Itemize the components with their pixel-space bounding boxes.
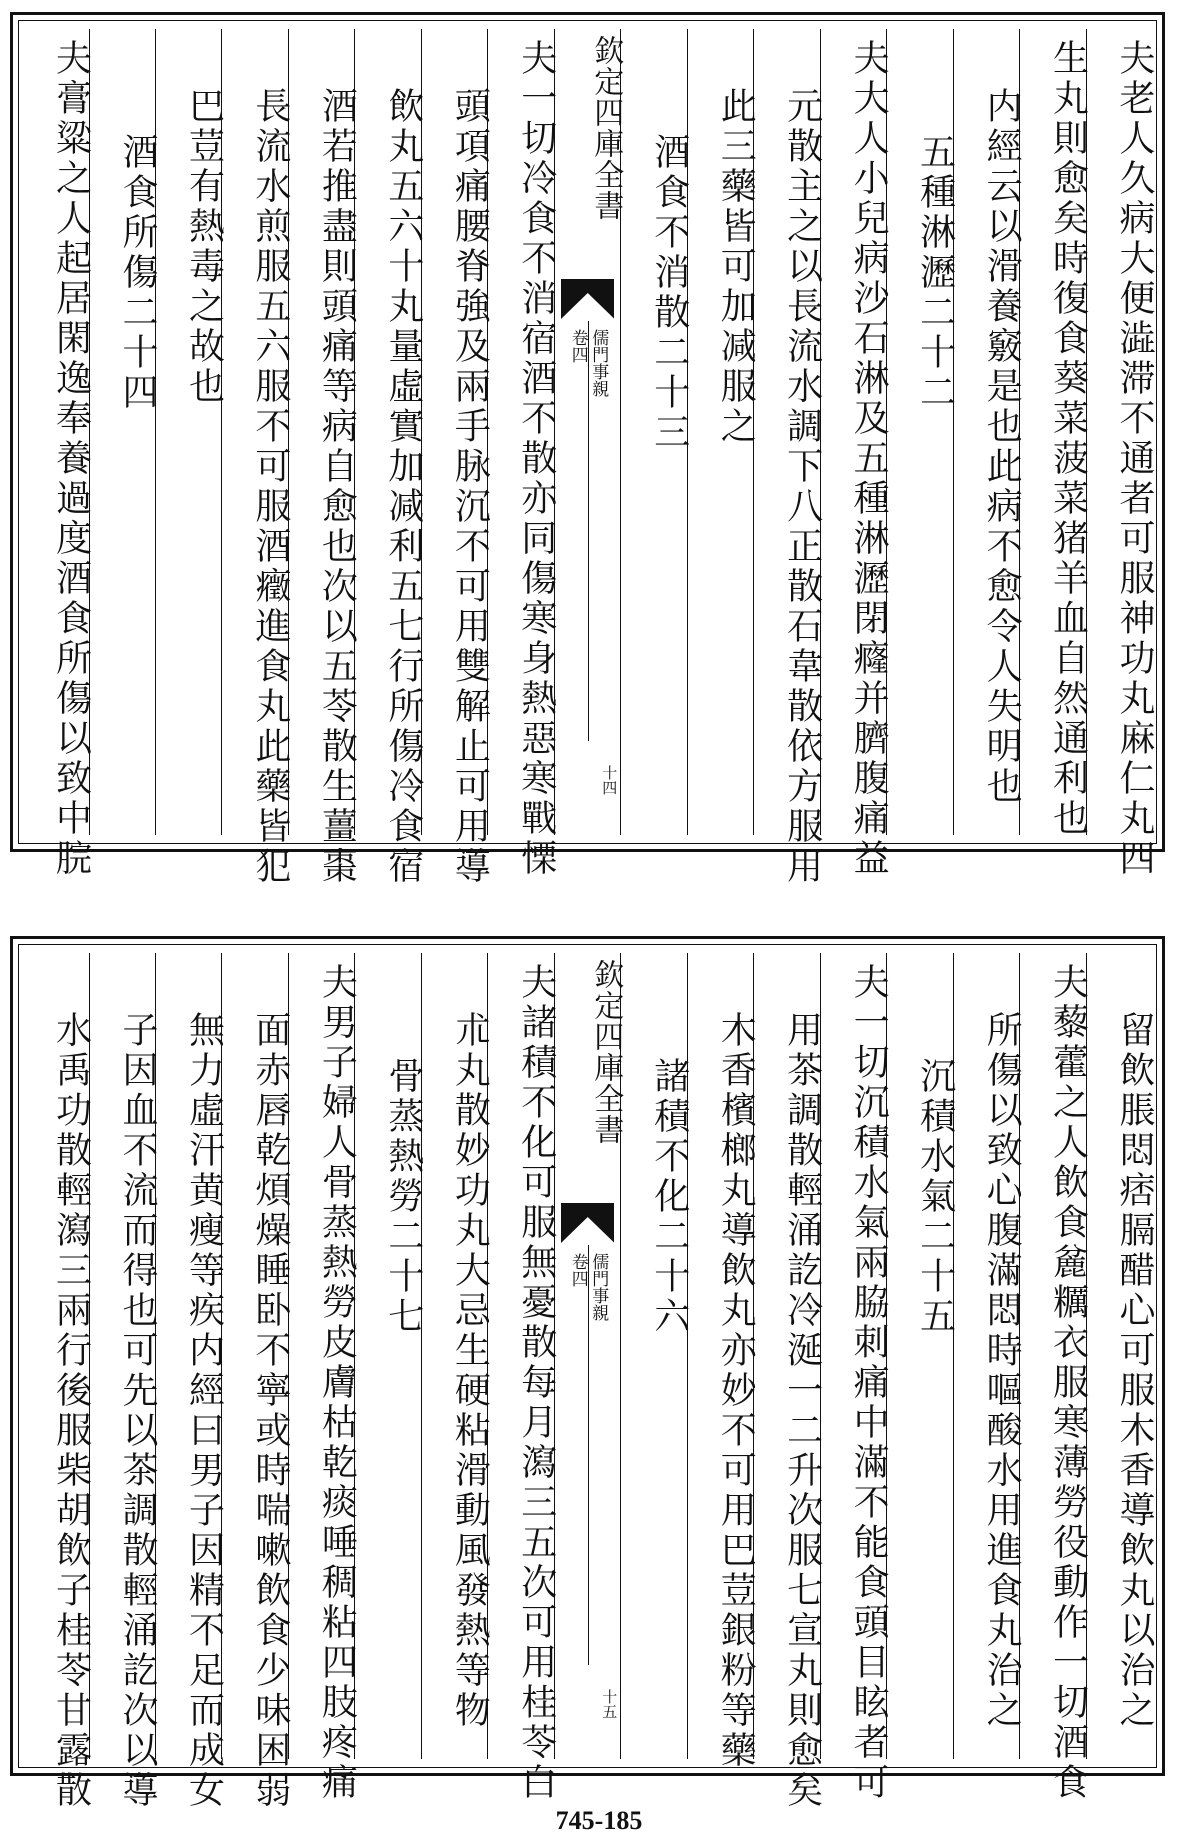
column (1019, 29, 1089, 839)
column-text: 夫藜藿之人飲食麄糲衣服寒薄勞役動作一切酒食 (1047, 963, 1089, 1803)
column-text: 夫諸積不化可服無憂散每月瀉三五次可用桂苓白 (515, 963, 557, 1803)
column (620, 953, 690, 1759)
volume-label: 卷四 (567, 329, 588, 363)
column-text: 面赤唇乾煩燥睡卧不寧或時喘嗽飲食少味困弱 (249, 1011, 291, 1811)
column-text: 夫大人小兒病沙石淋及五種淋瀝閉癃并臍腹痛益 (848, 39, 890, 879)
section-heading: 骨蒸熱勞二十七 (382, 1057, 424, 1337)
page-bottom (10, 936, 1165, 1811)
column-text: 頭項痛腰脊強及兩手脉沉不可用雙解止可用導 (449, 87, 491, 887)
column-text: 木香檳榔丸導飲丸亦妙不可用巴荳銀粉等藥 (715, 1011, 757, 1771)
page-top (10, 12, 1165, 887)
column (687, 953, 757, 1771)
column (886, 953, 956, 1759)
column-text: 夫一切冷食不消宿酒不散亦同傷寒身熱惡寒戰慄 (515, 39, 557, 879)
text-columns (23, 953, 1155, 1811)
column-text: 此三藥皆可加减服之 (715, 87, 757, 447)
column (155, 953, 225, 1811)
column-text: 無力虛汗黄瘦等疾内經曰男子因精不足而成女 (183, 1011, 225, 1811)
section-heading: 酒食不消散二十三 (648, 133, 690, 453)
section-heading: 五種淋瀝二十二 (914, 133, 956, 413)
collection-title: 欽定四庫全書 (588, 959, 624, 1145)
column (753, 953, 823, 1811)
page-reference: 745-185 (555, 1806, 643, 1835)
column-text: 飲丸五六十丸量虛實加减利五七行所傷冷食宿 (382, 87, 424, 887)
column-text: 朮丸散妙功丸大忌生硬粘滑動風發熱等物 (449, 1011, 491, 1731)
column (354, 29, 424, 887)
volume-label: 卷四 (567, 1253, 588, 1287)
folio-number: 十四 (600, 765, 619, 795)
center-fold (554, 953, 624, 1759)
column (288, 29, 358, 887)
column-text: 生丸則愈矣時復食葵菜菠菜猪羊血自然通利也 (1047, 39, 1089, 839)
column (155, 29, 225, 835)
column (953, 953, 1023, 1759)
column (886, 29, 956, 835)
column (89, 29, 158, 835)
column (487, 953, 557, 1803)
column-text: 長流水煎服五六服不可服酒癥進食丸此藥皆犯 (249, 87, 291, 887)
folio-number: 十五 (600, 1689, 619, 1719)
column-text: 子因血不流而得也可先以茶調散輕涌訖次以導 (116, 1011, 158, 1811)
column-text: 夫男子婦人骨蒸熱勞皮膚枯乾痰唾稠粘四肢疼痛 (316, 963, 358, 1803)
column (487, 29, 557, 879)
column (1086, 29, 1155, 879)
section-heading: 沉積水氣二十五 (914, 1057, 956, 1337)
section-heading: 諸積不化二十六 (648, 1057, 690, 1337)
column (421, 953, 491, 1759)
column-text: 所傷以致心腹滿悶時嘔酸水用進食丸治之 (981, 1011, 1023, 1731)
section-heading: 酒食所傷二十四 (116, 133, 158, 413)
column (288, 953, 358, 1803)
column-text: 巴荳有熱毒之故也 (183, 87, 225, 407)
column (753, 29, 823, 887)
column-text: 夫膏粱之人起居閑逸奉養過度酒食所傷以致中脘 (50, 39, 92, 879)
column (820, 953, 890, 1803)
column-text: 元散主之以長流水調下八正散石韋散依方服用 (781, 87, 823, 887)
column (221, 29, 291, 887)
column (89, 953, 158, 1811)
column-text: 内經云以滑養竅是也此病不愈令人失明也 (981, 87, 1023, 807)
column-text: 夫一切沉積水氣兩脇刺痛中滿不能食頭目眩者可 (848, 963, 890, 1803)
column (421, 29, 491, 887)
text-columns (23, 29, 1155, 887)
column (1019, 953, 1089, 1803)
column (354, 953, 424, 1759)
column (1086, 953, 1155, 1759)
column-text: 用茶調散輕涌訖冷涎一二升次服七宣丸則愈矣 (781, 1011, 823, 1811)
column-text: 酒若推盡則頭痛等病自愈也次以五苓散生薑棗 (316, 87, 358, 887)
collection-title: 欽定四庫全書 (588, 35, 624, 221)
column (221, 953, 291, 1811)
column-text: 水禹功散輕瀉三兩行後服柴胡飲子桂苓甘露散 (50, 1011, 92, 1811)
fish-tail-mark-icon (561, 1203, 614, 1243)
column (23, 29, 92, 879)
fish-tail-mark-icon (561, 279, 614, 319)
column (620, 29, 690, 835)
column (687, 29, 757, 835)
column (820, 29, 890, 879)
column (953, 29, 1023, 835)
column (23, 953, 92, 1811)
book-title: 儒門事親 (588, 1253, 609, 1321)
book-title: 儒門事親 (588, 329, 609, 397)
center-fold (554, 29, 624, 835)
column-text: 夫老人久病大便澁滞不通者可服神功丸麻仁丸四 (1114, 39, 1155, 879)
column-text: 留飲脹悶痞膈醋心可服木香導飲丸以治之 (1114, 1011, 1155, 1731)
